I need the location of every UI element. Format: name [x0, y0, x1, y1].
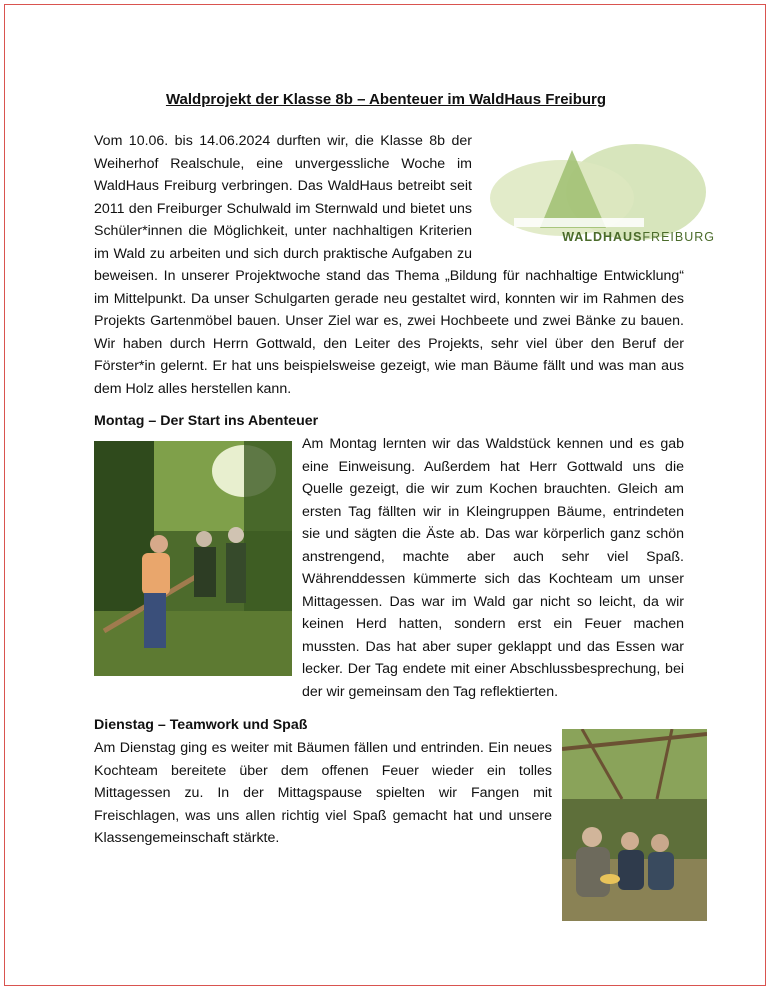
text-line: mussten. Das hat aber super geklappt und das Essen war	[302, 638, 684, 655]
text-line: Mittagessen. Das war im Wald gar nicht so leicht, da wir	[302, 593, 684, 610]
text-line: Mittagessen zu. In der Mittagspause spielten wir Fangen mit	[94, 785, 552, 801]
text-line: anstrengend, machte aber auch sehr viel Spaß.	[302, 548, 684, 565]
text-line: Förster*in gelernt. Er hat uns beispielsweise gezeigt, wie man Bäume fällt und was man aus	[94, 358, 684, 374]
logo-wordmark	[562, 230, 715, 244]
text-line: im Wald zu arbeiten und sich durch praktische Aufgaben zu	[94, 245, 472, 262]
lunch-break-image	[562, 729, 707, 921]
text-line: Wir haben durch Herrn Gottwald, den Leiter des Projekts, sehr viel über den Beruf der	[94, 335, 684, 352]
text-line: Weiherhof Realschule, eine unvergessliche Woche im	[94, 155, 472, 172]
forest-work-image	[94, 441, 292, 676]
waldhaus-logo	[484, 140, 723, 248]
logo-wordmark-bold: WALDHAUS	[562, 230, 643, 244]
monday-paragraph	[302, 433, 684, 703]
document-title: Waldprojekt der Klasse 8b – Abenteuer im WaldHaus Freiburg	[165, 91, 607, 108]
text-line: Projekts Gartenmöbel bauen. Unser Ziel war es, zwei Hochbeete und zwei Bänke zu bauen.	[94, 313, 684, 329]
intro-paragraph-top	[94, 130, 472, 265]
text-line: Quelle gezeigt, die wir zum Kochen brauchten. Gleich am	[302, 481, 684, 497]
text-line: lecker. Der Tag endete mit einer Abschlussbesprechung, bei	[302, 661, 684, 677]
photo-students-felling-tree	[94, 441, 292, 676]
text-line: Klassengemeinschaft stärkte.	[94, 830, 280, 846]
monday-heading: Montag – Der Start ins Abenteuer	[94, 413, 319, 429]
text-line: dem Holz alles herstellen kann.	[94, 380, 292, 397]
text-line: im Mittelpunkt. Da unser Schulgarten gerade neu gestaltet wird, konnten wir im Rahmen des	[94, 290, 684, 307]
text-line: keinen Herd hatten, sondern erst ein Feuer machen	[302, 616, 684, 632]
text-line: Kochteam bereitete über dem offenen Feuer wieder ein tolles	[94, 762, 552, 779]
tuesday-paragraph	[94, 737, 552, 850]
text-line: WaldHaus Freiburg verbringen. Das WaldHaus betreibt seit	[94, 178, 472, 194]
text-line: beweisen. In unserer Projektwoche stand das Thema „Bildung für nachhaltige Entwicklung“	[94, 268, 684, 284]
text-line: der wir gemeinsam den Tag reflektierten.	[302, 683, 559, 700]
text-line: Schüler*innen die Möglichkeit, unter nachhaltigen Kriterien	[94, 223, 472, 239]
text-line: ersten Tag fällten wir in Kleingruppen Bäume, entrindeten	[302, 503, 684, 520]
text-line: 2011 den Freiburger Schulwald im Sternwald und bietet uns	[94, 200, 472, 217]
logo-wordmark-light: FREIBURG	[642, 230, 715, 244]
intro-paragraph-bottom	[94, 265, 684, 400]
text-line: sie und sägten die Äste ab. Das war körperlich ganz schön	[302, 526, 684, 542]
text-line: Vom 10.06. bis 14.06.2024 durften wir, die Klasse 8b der	[94, 133, 472, 149]
photo-students-lunch-break	[562, 729, 707, 921]
tuesday-heading: Dienstag – Teamwork und Spaß	[94, 717, 308, 733]
text-line: Freischlagen, was uns allen richtig viel Spaß gemacht hat und unsere	[94, 807, 552, 824]
text-line: eine Einweisung. Außerdem hat Herr Gottwald uns die	[302, 458, 684, 475]
text-line: Am Montag lernten wir das Waldstück kennen und es gab	[302, 436, 684, 452]
text-line: Währenddessen kümmerte sich das Kochteam um unser	[302, 571, 684, 587]
text-line: Am Dienstag ging es weiter mit Bäumen fällen und entrinden. Ein neues	[94, 740, 552, 756]
